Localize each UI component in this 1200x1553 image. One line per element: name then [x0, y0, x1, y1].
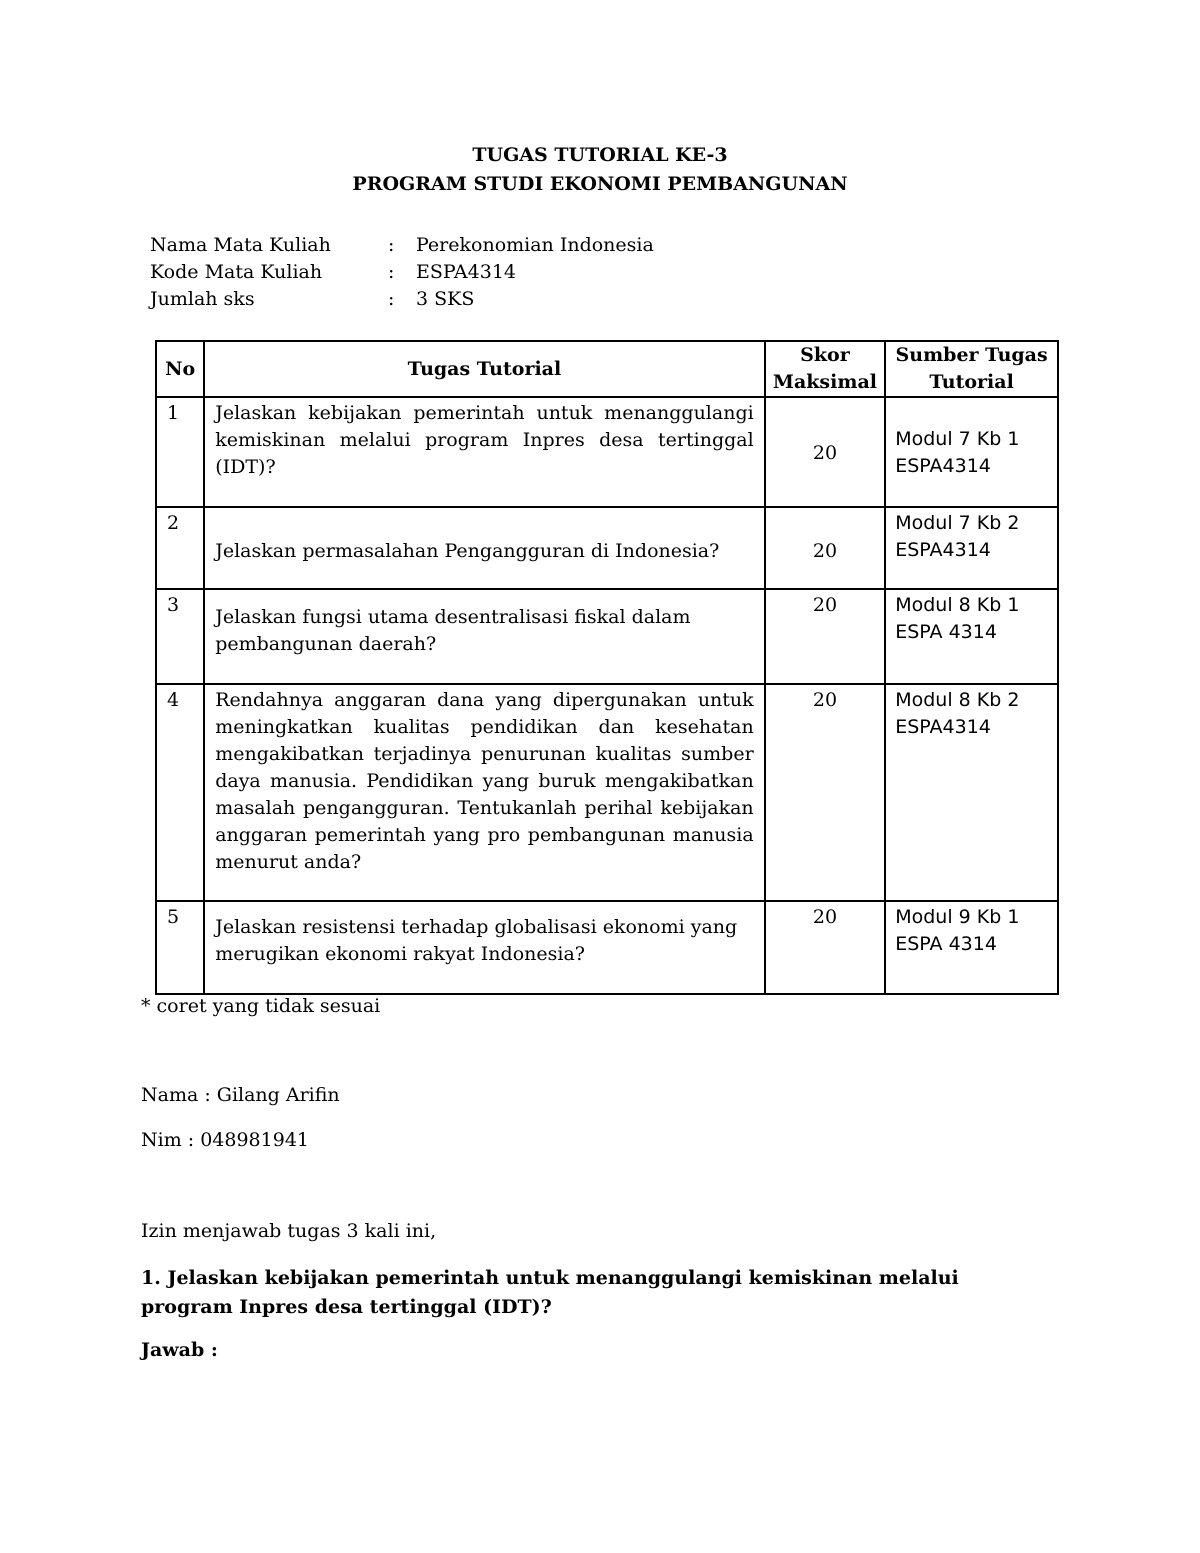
course-name-value: Perekonomian Indonesia [416, 234, 654, 256]
colon: : [388, 261, 395, 283]
row-task: Jelaskan resistensi terhadap globalisasi ekonomi yang merugikan ekonomi rakyat Indonesia? [204, 901, 764, 994]
course-name-label: Nama Mata Kuliah [150, 234, 331, 256]
row-source [885, 397, 1058, 507]
row-no: 4 [156, 684, 204, 901]
row-source-line2: ESPA 4314 [895, 933, 997, 955]
colon: : [388, 234, 395, 256]
header-source-line1: Sumber Tugas [895, 344, 1048, 366]
row-skor: 20 [765, 507, 886, 589]
row-source-line1: Modul 8 Kb 1 [895, 594, 1020, 616]
header-skor-line1: Skor [800, 344, 850, 366]
row-source-line1: Modul 7 Kb 2 [895, 512, 1020, 534]
header-source-line2: Tutorial [929, 371, 1014, 393]
footnote: * coret yang tidak sesuai [141, 995, 381, 1017]
document-title: TUGAS TUTORIAL KE-3 [472, 144, 728, 166]
row-no: 3 [156, 589, 204, 684]
row-task: Jelaskan fungsi utama desentralisasi fiskal dalam pembangunan daerah? [204, 589, 764, 684]
tasks-table [155, 340, 1059, 995]
header-no: No [156, 341, 204, 397]
colon: : [388, 288, 395, 310]
row-skor: 20 [765, 589, 886, 684]
student-nim: Nim : 048981941 [141, 1129, 309, 1151]
row-source-line2: ESPA4314 [895, 539, 991, 561]
row-source-line1: Modul 7 Kb 1 [895, 428, 1020, 450]
row-source-line1: Modul 9 Kb 1 [895, 906, 1020, 928]
table-row [156, 397, 1058, 507]
row-no: 2 [156, 507, 204, 589]
question-1: 1. Jelaskan kebijakan pemerintah untuk menanggulangi kemiskinan melalui program Inpres desa tertinggal (IDT)? [141, 1267, 959, 1318]
row-skor: 20 [765, 684, 886, 901]
row-no: 1 [156, 397, 204, 507]
header-source [885, 341, 1058, 397]
course-info-row [150, 232, 654, 259]
row-source [885, 507, 1058, 589]
course-info-row [150, 259, 654, 286]
course-code-value: ESPA4314 [416, 261, 517, 283]
header-skor [765, 341, 886, 397]
row-source-line2: ESPA 4314 [895, 621, 997, 643]
credits-value: 3 SKS [416, 288, 475, 310]
row-source-line2: ESPA4314 [895, 455, 991, 477]
table-row [156, 507, 1058, 589]
row-source-line2: ESPA4314 [895, 716, 991, 738]
row-source [885, 684, 1058, 901]
row-source [885, 901, 1058, 994]
table-header-row [156, 341, 1058, 397]
table-row [156, 901, 1058, 994]
table-row [156, 589, 1058, 684]
row-source [885, 589, 1058, 684]
row-source-line1: Modul 8 Kb 2 [895, 689, 1020, 711]
header-task: Tugas Tutorial [204, 341, 764, 397]
row-skor: 20 [765, 397, 886, 507]
course-info [150, 232, 654, 313]
intro-text: Izin menjawab tugas 3 kali ini, [141, 1220, 437, 1242]
student-name: Nama : Gilang Arifin [141, 1084, 340, 1106]
credits-label: Jumlah sks [150, 288, 255, 310]
document-subtitle: PROGRAM STUDI EKONOMI PEMBANGUNAN [352, 173, 848, 195]
header-skor-line2: Maksimal [772, 371, 877, 393]
row-no: 5 [156, 901, 204, 994]
answer-label: Jawab : [141, 1339, 218, 1361]
row-task: Jelaskan permasalahan Pengangguran di Indonesia? [204, 507, 764, 589]
table-row [156, 684, 1058, 901]
row-skor: 20 [765, 901, 886, 994]
row-task: Jelaskan kebijakan pemerintah untuk menanggulangi kemiskinan melalui program Inpres desa tertinggal (IDT)? [204, 397, 764, 507]
course-info-row [150, 286, 654, 313]
row-task: Rendahnya anggaran dana yang dipergunakan untuk meningkatkan kualitas pendidikan dan kesehatan mengakibatkan terjadinya penurunan kualitas sumber daya manusia. Pendidikan yang buruk mengakibatkan masalah pengangguran. Tentukanlah perihal kebijakan anggaran pemerintah yang pro pembangunan manusia menurut anda? [204, 684, 764, 901]
course-code-label: Kode Mata Kuliah [150, 261, 323, 283]
